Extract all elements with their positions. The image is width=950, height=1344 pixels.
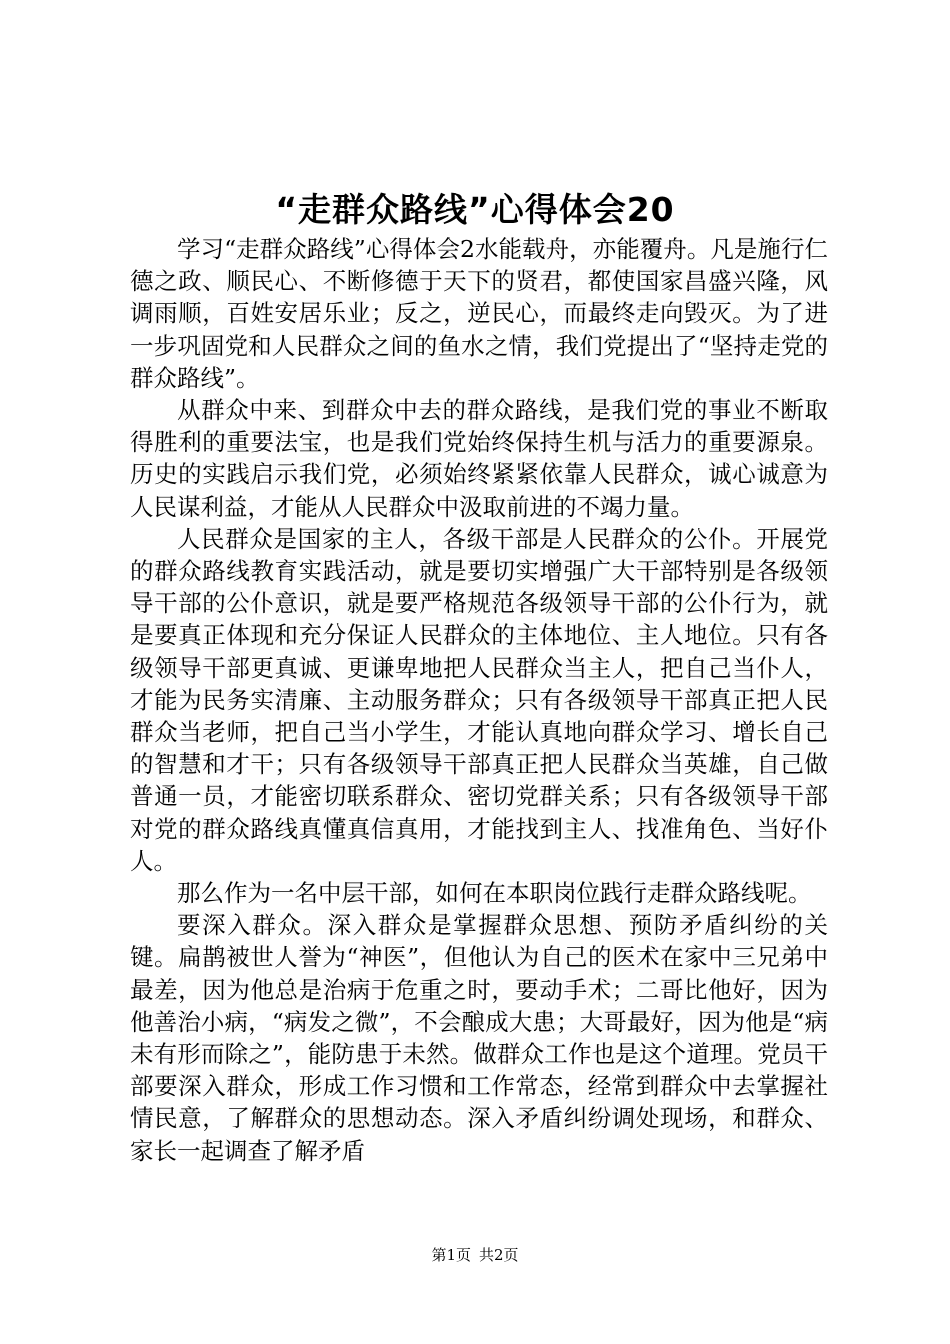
paragraph-3: 人民群众是国家的主人，各级干部是人民群众的公仆。开展党的群众路线教育实践活动，就是要切实增强广大干部特别是各级领导干部的公仆意识，就是要严格规范各级领导干部的公仆行为，就是要真正体现和充分保证人民群众的主体地位、主人地位。只有各级领导干部更真诚、更谦卑地把人民群众当主人，把自己当仆人，才能为民务实清廉、主动服务群众；只有各级领导干部真正把人民群众当老师，把自己当小学生，才能认真地向群众学习、增长自己的智慧和才干；只有各级领导干部真正把人民群众当英雄，自己做普通一员，才能密切联系群众、密切党群关系；只有各级领导干部对党的群众路线真懂真信真用，才能找到主人、找准角色、当好仆人。 <box>130 524 828 875</box>
document-body <box>130 233 828 1167</box>
page-number-total: 共2页 <box>479 1246 519 1264</box>
paragraph-1: 学习“走群众路线”心得体会2水能载舟，亦能覆舟。凡是施行仁德之政、顺民心、不断修德于天下的贤君，都使国家昌盛兴隆，风调雨顺，百姓安居乐业；反之，逆民心，而最终走向毁灭。为了进一步巩固党和人民群众之间的鱼水之情，我们党提出了“坚持走党的群众路线”。 <box>130 235 828 392</box>
document-title: “走群众路线”心得体会20 <box>275 190 675 229</box>
page-number-current: 第1页 <box>431 1246 471 1264</box>
paragraph-4: 那么作为一名中层干部，如何在本职岗位践行走群众路线呢。 <box>177 879 812 908</box>
page-footer <box>0 1245 950 1265</box>
paragraph-5: 要深入群众。深入群众是掌握群众思想、预防矛盾纠纷的关键。扁鹊被世人誉为“神医”，但他认为自己的医术在家中三兄弟中最差，因为他总是治病于危重之时，要动手术；二哥比他好，因为他善治小病，“病发之微”，不会酿成大患；大哥最好，因为他是“病未有形而除之”，能防患于未然。做群众工作也是这个道理。党员干部要深入群众，形成工作习惯和工作常态，经常到群众中去掌握社情民意，了解群众的思想动态。深入矛盾纠纷调处现场，和群众、家长一起调查了解矛盾 <box>130 911 828 1165</box>
paragraph-2: 从群众中来、到群众中去的群众路线，是我们党的事业不断取得胜利的重要法宝，也是我们党始终保持生机与活力的重要源泉。历史的实践启示我们党，必须始终紧紧依靠人民群众，诚心诚意为人民谋利益，才能从人民群众中汲取前进的不竭力量。 <box>130 396 828 521</box>
